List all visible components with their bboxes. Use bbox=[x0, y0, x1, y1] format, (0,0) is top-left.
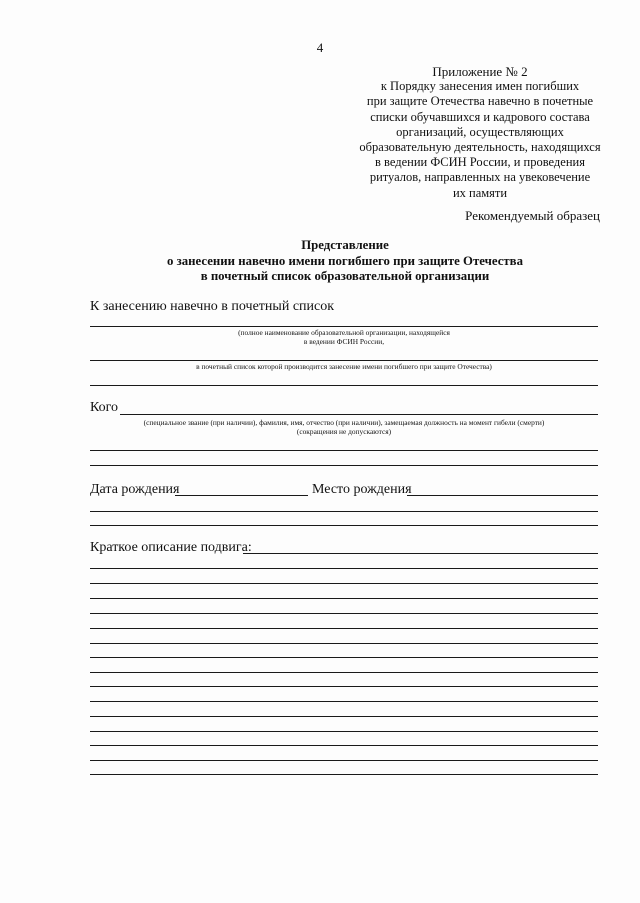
org-name-line-3[interactable] bbox=[90, 385, 598, 386]
feat-line[interactable] bbox=[90, 686, 598, 687]
feat-line[interactable] bbox=[90, 701, 598, 702]
feat-line[interactable] bbox=[90, 672, 598, 673]
feat-line[interactable] bbox=[90, 731, 598, 732]
appendix-block bbox=[330, 64, 630, 201]
appendix-title: Приложение № 2 bbox=[432, 64, 528, 79]
feat-label: Краткое описание подвига: bbox=[90, 540, 252, 555]
who-hint-line: (специальное звание (при наличии), фамилия, имя, отчество (при наличии), замещаемая должность на момент гибели (смерти) bbox=[143, 418, 545, 427]
birth-date-line[interactable] bbox=[175, 495, 308, 496]
org-hint-line: (полное наименование образовательной организации, находящейся bbox=[238, 328, 450, 337]
document-title bbox=[80, 238, 610, 285]
appendix-line: их памяти bbox=[452, 185, 508, 200]
appendix-line: при защите Отечества навечно в почетные bbox=[366, 94, 594, 109]
document-title-line: в почетный список образовательной организации bbox=[200, 269, 490, 283]
org-name-line-2[interactable] bbox=[90, 360, 598, 361]
feat-line[interactable] bbox=[90, 760, 598, 761]
org-name-hint bbox=[90, 328, 598, 347]
birth-place-label: Место рождения bbox=[312, 482, 412, 497]
appendix-line: списки обучавшихся и кадрового состава bbox=[370, 109, 590, 124]
who-line-3[interactable] bbox=[90, 465, 598, 466]
feat-line[interactable] bbox=[90, 628, 598, 629]
document-title-line: Представление bbox=[301, 238, 389, 252]
appendix-line: ритуалов, направленных на увековечение bbox=[369, 170, 591, 185]
appendix-line: образовательную деятельность, находящихся bbox=[359, 140, 601, 155]
birth-place-line-2[interactable] bbox=[90, 511, 598, 512]
who-hint-line: (сокращения не допускаются) bbox=[296, 427, 392, 437]
org-name-line[interactable] bbox=[90, 326, 598, 327]
who-hint bbox=[90, 418, 598, 437]
appendix-line: организаций, осуществляющих bbox=[396, 124, 564, 139]
feat-line[interactable] bbox=[90, 598, 598, 599]
birth-place-line[interactable] bbox=[407, 495, 598, 496]
feat-line[interactable] bbox=[90, 568, 598, 569]
page-number: 4 bbox=[316, 40, 324, 55]
feat-line[interactable] bbox=[90, 657, 598, 658]
appendix-line: в ведении ФСИН России, и проведения bbox=[375, 155, 585, 170]
feat-line-first[interactable] bbox=[243, 553, 598, 554]
feat-line[interactable] bbox=[90, 643, 598, 644]
list-label: К занесению навечно в почетный список bbox=[90, 299, 335, 314]
list-hint: в почетный список которой производится занесение имени погибшего при защите Отечества) bbox=[196, 362, 492, 371]
feat-line[interactable] bbox=[90, 583, 598, 584]
feat-line[interactable] bbox=[90, 716, 598, 717]
who-line-2[interactable] bbox=[90, 450, 598, 451]
org-hint-line: в ведении ФСИН России, bbox=[303, 337, 385, 347]
birth-date-label: Дата рождения bbox=[90, 482, 180, 497]
document-title-line: о занесении навечно имени погибшего при защите Отечества bbox=[167, 253, 523, 268]
birth-place-line-3[interactable] bbox=[90, 525, 598, 526]
who-label: Кого bbox=[90, 400, 119, 415]
appendix-line: к Порядку занесения имен погибших bbox=[380, 79, 580, 94]
feat-line[interactable] bbox=[90, 745, 598, 746]
who-line[interactable] bbox=[120, 414, 598, 415]
sample-mark: Рекомендуемый образец bbox=[465, 208, 600, 223]
feat-line[interactable] bbox=[90, 774, 598, 775]
feat-line[interactable] bbox=[90, 613, 598, 614]
